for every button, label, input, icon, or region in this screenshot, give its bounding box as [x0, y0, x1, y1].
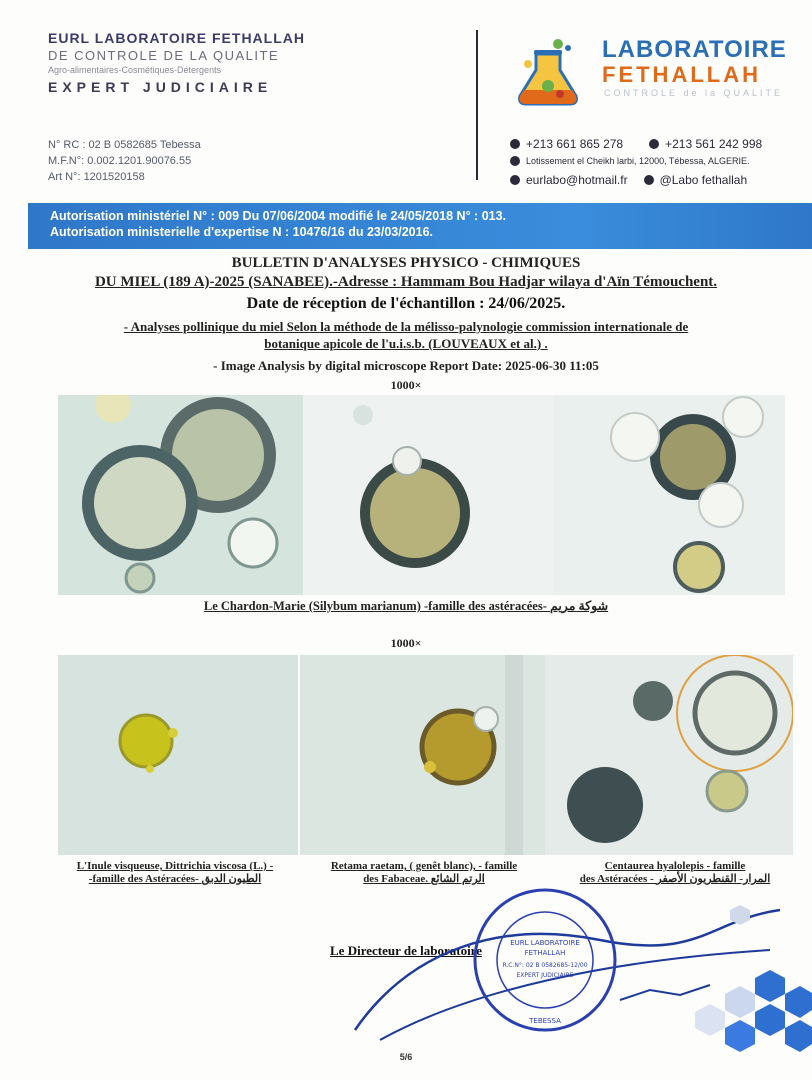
- micrograph-dittrichia: [58, 655, 298, 855]
- company-activities: Agro-alimentaires-Cosmétiques-Détergents: [48, 65, 222, 75]
- analysis-method-line-2: botanique apicole de l'u.i.s.b. (LOUVEAUX et al.) .: [264, 336, 548, 351]
- facebook-text: @Labo fethallah: [659, 173, 748, 187]
- laboratory-stamp: [470, 885, 620, 1035]
- analysis-method: [0, 318, 812, 352]
- phone-1: +213 661 865 278: [526, 137, 624, 151]
- svg-text:EXPERT JUDICIAIRE: EXPERT JUDICIAIRE: [516, 972, 574, 979]
- flask-logo-icon: [508, 34, 588, 114]
- phone-row: [510, 137, 762, 151]
- registration-info: [48, 137, 201, 185]
- svg-text:R.C.N°: 02 B 0582685-12/00: R.C.N°: 02 B 0582685-12/00: [502, 962, 588, 969]
- company-expert: EXPERT JUDICIAIRE: [48, 79, 273, 95]
- caption-retama-line-1: Retama raetam, ( genêt blanc), - famille: [330, 860, 518, 872]
- logo-title-2: FETHALLAH: [602, 62, 761, 87]
- phone-icon: [510, 139, 520, 149]
- email-text: eurlabo@hotmail.fr: [526, 173, 628, 187]
- page-number: 5/6: [399, 1052, 413, 1062]
- magnification-label-2: 1000×: [390, 636, 422, 650]
- caption-retama-line-2: des Fabaceae. الرتم الشائع: [363, 873, 485, 885]
- caption-dittrichia: [50, 860, 300, 886]
- company-name: EURL LABORATOIRE FETHALLAH: [48, 30, 305, 46]
- decorative-hexagons: [690, 900, 812, 1060]
- address-text: Lotissement el Cheikh larbi, 12000, Tébessa, ALGERIE.: [526, 156, 750, 166]
- caption-centaurea: [548, 860, 802, 886]
- svg-text:FETHALLAH: FETHALLAH: [524, 949, 566, 957]
- caption-silybum: Le Chardon-Marie (Silybum marianum) -famille des astéracées- شوكة مريم: [203, 599, 609, 613]
- bulletin-title: BULLETIN D'ANALYSES PHYSICO - CHIMIQUES: [231, 255, 581, 271]
- micrograph-retama: [300, 655, 545, 855]
- micrograph-silybum-2: [303, 395, 553, 595]
- director-label: Le Directeur de laboratoire: [330, 943, 482, 958]
- micrograph-centaurea: [545, 655, 793, 855]
- caption-retama: [302, 860, 546, 886]
- facebook-icon: [644, 175, 654, 185]
- company-header: [48, 30, 348, 95]
- location-icon: [510, 156, 520, 166]
- sample-address: DU MIEL (189 A)-2025 (SANABEE).-Adresse : Hammam Bou Hadjar wilaya d'Aïn Témouchent.: [94, 274, 718, 290]
- svg-text:TEBESSA: TEBESSA: [529, 1017, 561, 1025]
- email-row: [510, 173, 747, 187]
- reception-date: Date de réception de l'échantillon : 24/06/2025.: [246, 295, 566, 312]
- micrograph-silybum-1: [58, 395, 303, 595]
- logo-title: LABORATOIRE: [602, 36, 787, 63]
- company-subtitle: DE CONTROLE DE LA QUALITE: [48, 48, 280, 63]
- address-row: [510, 156, 749, 166]
- micrograph-silybum-3: [553, 395, 785, 595]
- caption-dittrichia-line-2: -famille des Astéracées- الطيون الدبق: [88, 873, 262, 885]
- svg-text:EURL LABORATOIRE: EURL LABORATOIRE: [510, 939, 580, 947]
- header-divider: [476, 30, 478, 180]
- art-number: Art N°: 1201520158: [48, 171, 145, 183]
- caption-centaurea-line-1: Centaurea hyalolepis - famille: [604, 860, 746, 872]
- authorization-line-1: Autorisation ministériel N° : 009 Du 07/06/2004 modifié le 24/05/2018 N° : 013.: [50, 209, 507, 223]
- report-date-line: - Image Analysis by digital microscope Report Date: 2025-06-30 11:05: [213, 358, 599, 373]
- caption-dittrichia-line-1: L'Inule visqueuse, Dittrichia viscosa (L.) -: [76, 860, 274, 872]
- mf-number: M.F.N°: 0.002.1201.90076.55: [48, 155, 192, 167]
- logo-subtitle: CONTROLE de la QUALITE: [604, 88, 784, 98]
- analysis-method-line-1: - Analyses pollinique du miel Selon la méthode de la mélisso-palynologie commission internationale de: [123, 319, 689, 334]
- phone-2: +213 561 242 998: [665, 137, 763, 151]
- authorization-banner: [28, 203, 812, 249]
- magnification-label-1: 1000×: [390, 378, 422, 392]
- whatsapp-icon: [649, 139, 659, 149]
- caption-centaurea-line-2: des Astéracées - المرار- القنطريون الأصفر: [579, 873, 771, 885]
- email-icon: [510, 175, 520, 185]
- authorization-line-2: Autorisation ministerielle d'expertise N : 10476/16 du 23/03/2016.: [50, 225, 434, 239]
- rc-number: N° RC : 02 B 0582685 Tebessa: [48, 139, 201, 151]
